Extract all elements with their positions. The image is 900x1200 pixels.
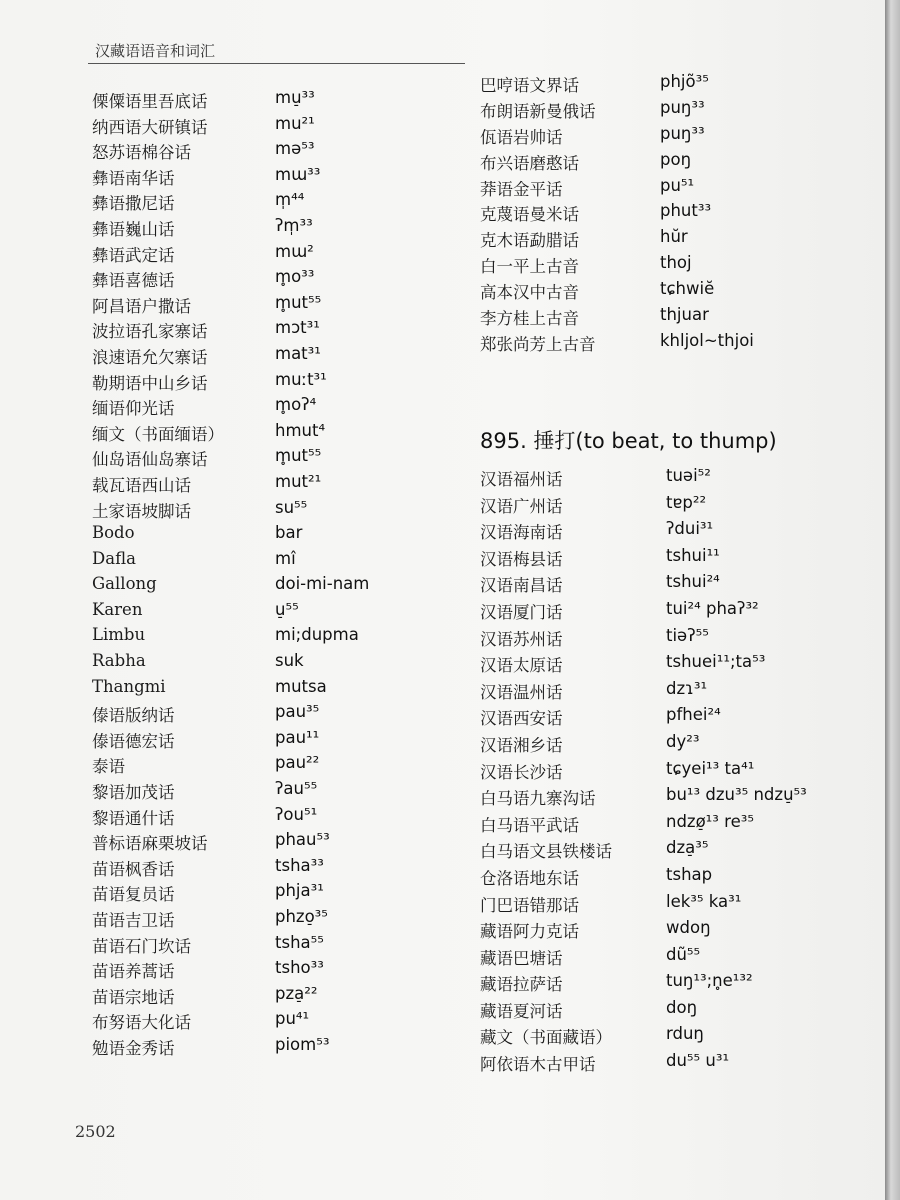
language-name: 白马语文县铁楼话 xyxy=(480,842,612,862)
phonetic-form: pu⁵¹ xyxy=(660,175,695,195)
entry-row xyxy=(480,652,870,679)
page-edge-shadow xyxy=(885,0,900,1200)
language-name: 藏文（书面藏语） xyxy=(480,1028,612,1048)
entry-row xyxy=(92,728,472,754)
language-name: 白马语九寨沟话 xyxy=(480,789,596,809)
language-name: 阿依语木古甲话 xyxy=(480,1055,596,1075)
entry-row xyxy=(92,958,472,984)
language-name: Rabha xyxy=(92,651,146,671)
language-name: Dafla xyxy=(92,548,136,568)
language-name: 汉语广州话 xyxy=(480,496,563,516)
language-name: 克木语勐腊话 xyxy=(480,231,579,251)
entry-row xyxy=(480,253,860,279)
phonetic-form: suk xyxy=(275,651,304,671)
language-name: 汉语太原话 xyxy=(480,656,563,676)
phonetic-form: tsha⁵⁵ xyxy=(275,932,324,952)
entry-row xyxy=(92,370,472,396)
language-name: 藏语阿力克话 xyxy=(480,922,579,942)
phonetic-form: pza̠²² xyxy=(275,983,318,1003)
entry-row xyxy=(480,227,860,253)
phonetic-form: mat³¹ xyxy=(275,343,321,363)
phonetic-form: tshui²⁴ xyxy=(666,572,720,592)
entry-row xyxy=(92,523,472,549)
entry-row xyxy=(480,1051,870,1078)
phonetic-form: m̥o³³ xyxy=(275,267,315,287)
language-name: 傈僳语里吾底话 xyxy=(92,92,208,111)
phonetic-form: tuəi⁵² xyxy=(666,466,711,485)
language-name: 彝语巍山话 xyxy=(92,219,175,239)
phonetic-form: doi-mi-nam xyxy=(275,574,370,594)
language-name: 苗语石门坎话 xyxy=(92,936,191,956)
language-name: 莽语金平话 xyxy=(480,179,563,199)
phonetic-form: phzo̠³⁵ xyxy=(275,907,328,926)
language-name: 黎语加茂话 xyxy=(92,783,175,803)
entry-row xyxy=(480,1024,870,1051)
entry-row xyxy=(92,549,472,575)
entry-row xyxy=(92,933,472,959)
language-name: 布朗语新曼俄话 xyxy=(480,101,596,121)
phonetic-form: mi;dupma xyxy=(275,625,359,645)
phonetic-form: m̥ut⁵⁵ xyxy=(275,446,322,466)
language-name: 汉语海南话 xyxy=(480,523,563,543)
entry-row xyxy=(92,344,472,370)
entry-row xyxy=(92,216,472,242)
phonetic-form: bar xyxy=(275,523,303,543)
language-name: 克蔑语曼米话 xyxy=(480,205,579,225)
phonetic-form: tɕhwiĕ xyxy=(660,279,715,299)
language-name: 波拉语孔家寨话 xyxy=(92,322,208,342)
language-name: 汉语南昌话 xyxy=(480,576,563,596)
language-name: 苗语吉卫话 xyxy=(92,911,175,930)
language-name: Gallong xyxy=(92,574,157,594)
language-name: 郑张尚芳上古音 xyxy=(480,334,596,354)
phonetic-form: u̠⁵⁵ xyxy=(275,599,299,619)
language-name: Limbu xyxy=(92,625,146,645)
language-name: 勒期语中山乡话 xyxy=(92,373,208,393)
phonetic-form: pau²² xyxy=(275,753,320,773)
language-name: 勉语金秀话 xyxy=(92,1038,175,1058)
entry-row xyxy=(92,446,472,472)
phonetic-form: mə⁵³ xyxy=(275,139,315,159)
entry-row xyxy=(92,88,472,114)
entry-row xyxy=(480,759,870,786)
entry-row xyxy=(92,702,472,728)
entry-row xyxy=(480,918,870,945)
entry-row xyxy=(480,279,860,305)
phonetic-form: m̥ut⁵⁵ xyxy=(275,292,322,312)
language-name: 藏语巴塘话 xyxy=(480,948,563,968)
right-column-bottom xyxy=(480,466,870,1078)
entry-row xyxy=(480,626,870,653)
phonetic-form: tshui¹¹ xyxy=(666,545,720,565)
entry-row xyxy=(480,546,870,573)
language-name: 汉语温州话 xyxy=(480,682,563,702)
page-number: 2502 xyxy=(75,1122,116,1141)
language-name: 白一平上古音 xyxy=(480,257,579,277)
phonetic-form: ʔau⁵⁵ xyxy=(275,779,318,799)
phonetic-form: phja³¹ xyxy=(275,881,324,901)
phonetic-form: phut³³ xyxy=(660,201,712,221)
phonetic-form: mɯ² xyxy=(275,241,314,261)
phonetic-form: dzɿ³¹ xyxy=(666,678,708,698)
language-name: 苗语复员话 xyxy=(92,885,175,905)
phonetic-form: piom⁵³ xyxy=(275,1034,330,1054)
phonetic-form: thjuar xyxy=(660,305,709,325)
phonetic-form: khljol~thjoi xyxy=(660,330,754,350)
phonetic-form: bu¹³ dzu³⁵ ndzu̠⁵³ xyxy=(666,785,807,805)
phonetic-form: tɐp²² xyxy=(666,492,707,512)
entry-row xyxy=(480,201,860,227)
phonetic-form: hŭr xyxy=(660,227,688,247)
entry-row xyxy=(480,176,860,202)
phonetic-form: tuŋ¹³;n̥e¹³² xyxy=(666,971,753,991)
phonetic-form: ʔdui³¹ xyxy=(666,519,714,539)
language-name: 载瓦语西山话 xyxy=(92,475,191,495)
entry-row xyxy=(92,600,472,626)
entry-row xyxy=(480,892,870,919)
entry-row xyxy=(92,318,472,344)
phonetic-form: tɕyei¹³ ta⁴¹ xyxy=(666,758,755,778)
entry-row xyxy=(92,114,472,140)
phonetic-form: tshap xyxy=(666,864,713,884)
entry-row xyxy=(480,945,870,972)
entry-row xyxy=(480,785,870,812)
language-name: 仙岛语仙岛寨话 xyxy=(92,450,208,470)
entry-row xyxy=(92,395,472,421)
phonetic-form: pu⁴¹ xyxy=(275,1009,310,1029)
phonetic-form: poŋ xyxy=(660,149,692,169)
running-head: 汉藏语语音和词汇 xyxy=(95,42,216,60)
entry-row xyxy=(92,677,472,703)
entry-row xyxy=(480,998,870,1025)
language-name: 藏语拉萨话 xyxy=(480,975,563,995)
entry-row xyxy=(92,830,472,856)
entry-row xyxy=(480,493,870,520)
entry-row xyxy=(480,331,860,357)
entry-row xyxy=(92,139,472,165)
language-name: 布努语大化话 xyxy=(92,1013,191,1033)
language-name: 彝语武定话 xyxy=(92,245,175,265)
phonetic-form: dy²³ xyxy=(666,731,700,751)
language-name: Karen xyxy=(92,599,143,619)
entry-row xyxy=(92,267,472,293)
language-name: 苗语养蒿话 xyxy=(92,962,175,982)
phonetic-form: mu̠³³ xyxy=(275,88,315,107)
language-name: 仓洛语地东话 xyxy=(480,868,579,888)
language-name: 汉语长沙话 xyxy=(480,762,563,782)
language-name: 白马语平武话 xyxy=(480,815,579,835)
language-name: 汉语福州话 xyxy=(480,470,563,489)
language-name: 李方桂上古音 xyxy=(480,309,579,329)
phonetic-form: phau⁵³ xyxy=(275,830,330,850)
entry-row xyxy=(92,856,472,882)
language-name: 巴哼语文界话 xyxy=(480,76,579,95)
language-name: 藏语夏河话 xyxy=(480,1001,563,1021)
language-name: 傣语德宏话 xyxy=(92,731,175,751)
entry-row xyxy=(92,421,472,447)
left-column xyxy=(92,88,472,1061)
entry-row xyxy=(92,165,472,191)
phonetic-form: mutsa xyxy=(275,676,327,696)
entry-row xyxy=(92,651,472,677)
entry-row xyxy=(92,293,472,319)
entry-row xyxy=(480,305,860,331)
language-name: 泰语 xyxy=(92,757,125,777)
phonetic-form: puŋ³³ xyxy=(660,97,705,117)
entry-row xyxy=(92,805,472,831)
language-name: 门巴语错那话 xyxy=(480,895,579,915)
section-title: 895. 捶打(to beat, to thump) xyxy=(480,429,777,453)
entry-row xyxy=(480,572,870,599)
header-rule xyxy=(88,63,465,64)
entry-row xyxy=(92,1009,472,1035)
entry-row xyxy=(480,72,860,98)
language-name: 彝语南华话 xyxy=(92,168,175,188)
phonetic-form: pau³⁵ xyxy=(275,702,320,722)
phonetic-form: pau¹¹ xyxy=(275,727,320,747)
phonetic-form: m̥oʔ⁴ xyxy=(275,395,317,415)
entry-row xyxy=(480,705,870,732)
language-name: 阿昌语户撒话 xyxy=(92,296,191,316)
phonetic-form: pfhei²⁴ xyxy=(666,705,721,725)
phonetic-form: tshuei¹¹;ta⁵³ xyxy=(666,652,766,672)
entry-row xyxy=(92,625,472,651)
language-name: 彝语喜德话 xyxy=(92,271,175,291)
entry-row xyxy=(480,466,870,493)
entry-row xyxy=(480,150,860,176)
phonetic-form: doŋ xyxy=(666,997,698,1017)
language-name: 汉语苏州话 xyxy=(480,629,563,649)
entry-row xyxy=(92,779,472,805)
phonetic-form: mu²¹ xyxy=(275,113,315,133)
language-name: 汉语梅县话 xyxy=(480,549,563,569)
language-name: 纳西语大研镇话 xyxy=(92,117,208,137)
phonetic-form: m̩⁴⁴ xyxy=(275,190,305,210)
phonetic-form: tiəʔ⁵⁵ xyxy=(666,625,709,645)
entry-row xyxy=(92,190,472,216)
language-name: 彝语撒尼话 xyxy=(92,194,175,214)
phonetic-form: tsha³³ xyxy=(275,855,324,875)
phonetic-form: muːt³¹ xyxy=(275,369,327,389)
entry-row xyxy=(92,242,472,268)
entry-row xyxy=(92,498,472,524)
language-name: 傣语版纳话 xyxy=(92,706,175,726)
entry-row xyxy=(92,881,472,907)
phonetic-form: mɯ³³ xyxy=(275,164,321,184)
phonetic-form: tsho³³ xyxy=(275,958,324,978)
entry-row xyxy=(480,124,860,150)
phonetic-form: wdoŋ xyxy=(666,918,711,938)
language-name: 汉语湘乡话 xyxy=(480,735,563,755)
phonetic-form: dũ⁵⁵ xyxy=(666,944,701,964)
language-name: 普标语麻栗坡话 xyxy=(92,834,208,854)
language-name: 缅语仰光话 xyxy=(92,399,175,419)
phonetic-form: ʔm̩³³ xyxy=(275,215,313,235)
language-name: 布兴语磨憨话 xyxy=(480,153,579,173)
language-name: Bodo xyxy=(92,523,135,543)
language-name: 黎语通什话 xyxy=(92,808,175,828)
language-name: 浪速语允欠寨话 xyxy=(92,347,208,367)
phonetic-form: phjõ³⁵ xyxy=(660,72,709,91)
language-name: 高本汉中古音 xyxy=(480,283,579,303)
entry-row xyxy=(480,599,870,626)
phonetic-form: su⁵⁵ xyxy=(275,497,308,517)
entry-row xyxy=(480,679,870,706)
entry-row xyxy=(92,574,472,600)
entry-row xyxy=(92,907,472,933)
phonetic-form: dza̠³⁵ xyxy=(666,838,709,858)
language-name: 土家语坡脚话 xyxy=(92,501,191,521)
language-name: 佤语岩帅话 xyxy=(480,127,563,147)
entry-row xyxy=(480,812,870,839)
phonetic-form: tui²⁴ phaʔ³² xyxy=(666,598,759,618)
entry-row xyxy=(92,1035,472,1061)
phonetic-form: puŋ³³ xyxy=(660,123,705,143)
entry-row xyxy=(480,971,870,998)
entry-row xyxy=(92,984,472,1010)
phonetic-form: ndzø̠¹³ re³⁵ xyxy=(666,811,754,831)
phonetic-form: mî xyxy=(275,548,296,568)
phonetic-form: lek³⁵ ka³¹ xyxy=(666,891,742,911)
entry-row xyxy=(480,838,870,865)
language-name: 苗语枫香话 xyxy=(92,859,175,879)
language-name: 汉语厦门话 xyxy=(480,602,563,622)
entry-row xyxy=(480,732,870,759)
entry-row xyxy=(480,865,870,892)
right-column-top xyxy=(480,72,860,357)
entry-row xyxy=(92,753,472,779)
phonetic-form: mut²¹ xyxy=(275,471,322,491)
entry-row xyxy=(92,472,472,498)
language-name: Thangmi xyxy=(92,676,166,696)
phonetic-form: thoj xyxy=(660,253,692,273)
language-name: 苗语宗地话 xyxy=(92,987,175,1007)
phonetic-form: ʔou⁵¹ xyxy=(275,804,318,824)
language-name: 怒苏语棉谷话 xyxy=(92,143,191,163)
phonetic-form: hmut⁴ xyxy=(275,420,326,440)
language-name: 缅文（书面缅语） xyxy=(92,424,224,444)
language-name: 汉语西安话 xyxy=(480,709,563,729)
phonetic-form: rduŋ xyxy=(666,1024,704,1044)
phonetic-form: mɔt³¹ xyxy=(275,318,320,338)
phonetic-form: du⁵⁵ u³¹ xyxy=(666,1051,730,1071)
entry-row xyxy=(480,519,870,546)
entry-row xyxy=(480,98,860,124)
